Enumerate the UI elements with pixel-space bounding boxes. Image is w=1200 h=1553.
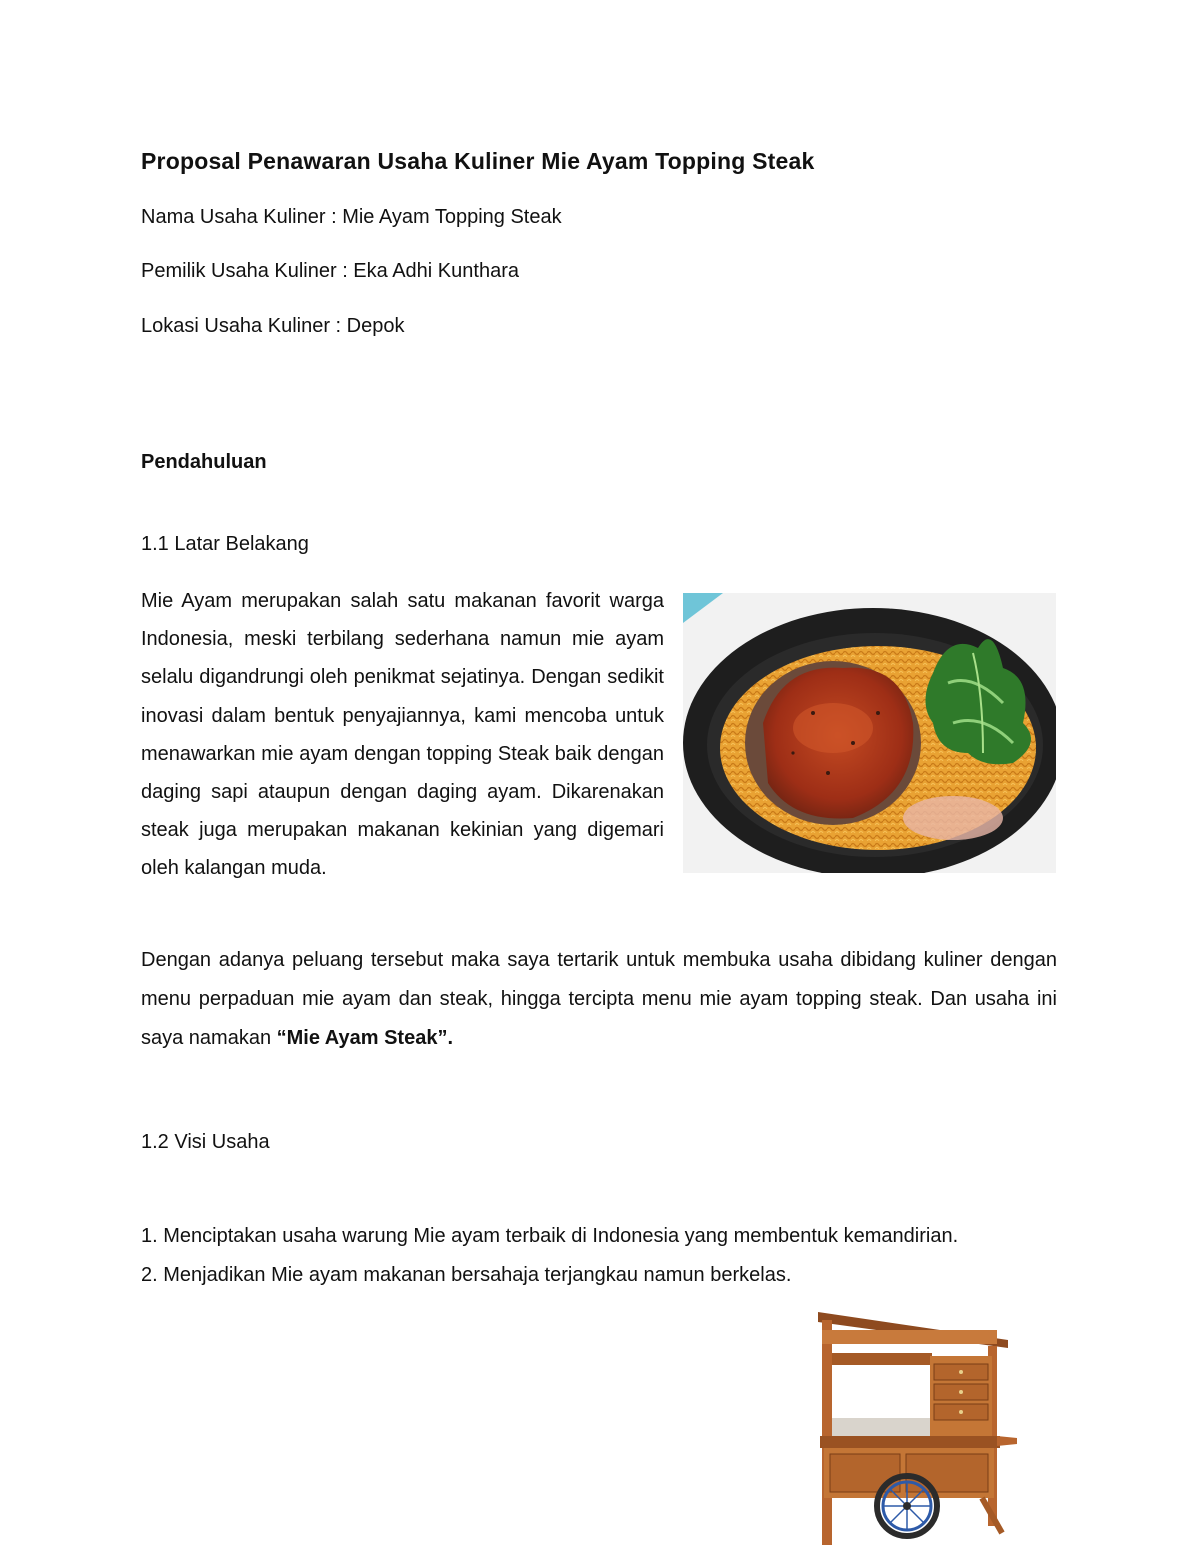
intro-paragraph: Mie Ayam merupakan salah satu makanan favorit warga Indonesia, meski terbilang sederhana namun mie ayam selalu digandrungi oleh penikmat sejatinya. Dengan sedikit inovasi dalam bentuk penyajiannya, kami mencoba untuk menawarkan mie ayam dengan topping Steak baik dengan daging sapi ataupun dengan daging ayam. Dikarenakan steak juga merupakan makanan kekinian yang digemari oleh kalangan muda. <box>141 590 664 880</box>
mie-ayam-steak-photo <box>683 593 1056 873</box>
opportunity-text: Dengan adanya peluang tersebut maka saya tertarik untuk membuka usaha dibidang kuliner dengan menu perpaduan mie ayam dan steak, hingga tercipta menu mie ayam topping steak. Dan usaha ini saya namakan <box>141 949 1057 1049</box>
meta-business-name: Nama Usaha Kuliner : Mie Ayam Topping Steak <box>141 206 562 228</box>
business-name-emphasis: “Mie Ayam Steak”. <box>276 1027 454 1049</box>
document-title: Proposal Penawaran Usaha Kuliner Mie Ayam Topping Steak <box>141 148 815 174</box>
section-heading-pendahuluan: Pendahuluan <box>141 451 267 473</box>
visi-list <box>141 1217 1057 1295</box>
visi-item: 2. Menjadikan Mie ayam makanan bersahaja terjangkau namun berkelas. <box>141 1264 792 1286</box>
section-heading-visi-usaha: 1.2 Visi Usaha <box>141 1131 270 1153</box>
meta-owner: Pemilik Usaha Kuliner : Eka Adhi Kunthara <box>141 260 519 282</box>
opportunity-paragraph <box>141 941 1057 1058</box>
meta-location: Lokasi Usaha Kuliner : Depok <box>141 315 405 337</box>
section-heading-latar-belakang: 1.1 Latar Belakang <box>141 533 309 555</box>
visi-item: 1. Menciptakan usaha warung Mie ayam terbaik di Indonesia yang membentuk kemandirian. <box>141 1225 959 1247</box>
food-cart-image <box>812 1308 1022 1548</box>
